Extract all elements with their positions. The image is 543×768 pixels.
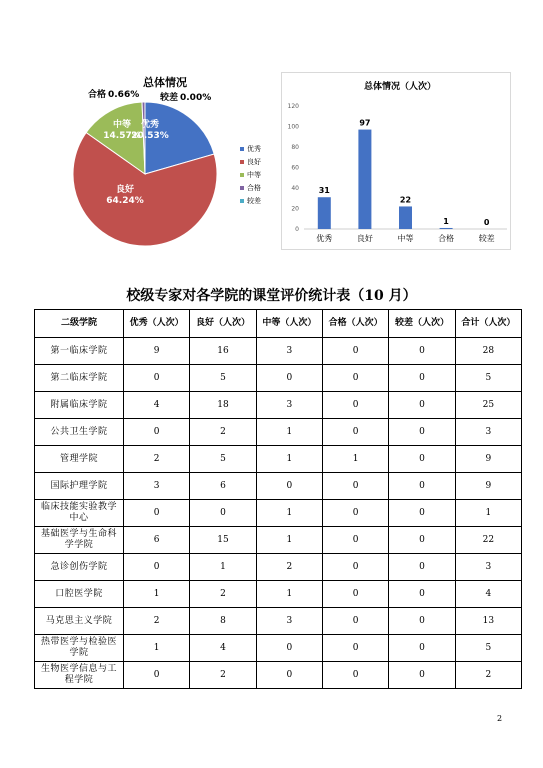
pie-label-youxiu-name: 优秀 bbox=[140, 120, 160, 130]
table-cell-college: 公共卫生学院 bbox=[35, 419, 124, 446]
table-cell-value: 3 bbox=[455, 419, 521, 446]
bar-2 bbox=[399, 206, 412, 229]
table-row bbox=[35, 419, 522, 446]
bar-y-tick-label: 100 bbox=[287, 123, 299, 131]
legend-swatch-jiaocha bbox=[240, 199, 244, 203]
table-cell-value: 0 bbox=[124, 554, 190, 581]
bar-chart-svg bbox=[282, 73, 510, 249]
table-cell-value: 1 bbox=[256, 419, 322, 446]
table-cell-value: 0 bbox=[389, 365, 455, 392]
statistics-table bbox=[34, 309, 522, 689]
table-cell-value: 2 bbox=[190, 662, 256, 689]
table-cell-value: 5 bbox=[190, 446, 256, 473]
table-cell-value: 0 bbox=[322, 500, 388, 527]
table-cell-value: 0 bbox=[389, 473, 455, 500]
table-cell-value: 0 bbox=[322, 608, 388, 635]
table-cell-value: 5 bbox=[455, 365, 521, 392]
table-cell-value: 0 bbox=[124, 365, 190, 392]
table-cell-value: 1 bbox=[256, 446, 322, 473]
table-cell-value: 2 bbox=[124, 446, 190, 473]
pie-chart-svg bbox=[70, 74, 270, 249]
table-cell-value: 0 bbox=[389, 608, 455, 635]
table-cell-value: 0 bbox=[389, 500, 455, 527]
bar-series bbox=[316, 119, 494, 243]
table-cell-value: 8 bbox=[190, 608, 256, 635]
table-cell-value: 0 bbox=[256, 473, 322, 500]
table-cell-value: 4 bbox=[455, 581, 521, 608]
table-cell-value: 0 bbox=[322, 554, 388, 581]
table-cell-value: 0 bbox=[389, 662, 455, 689]
table-cell-value: 1 bbox=[455, 500, 521, 527]
table-cell-value: 18 bbox=[190, 392, 256, 419]
table-cell-college: 生物医学信息与工程学院 bbox=[35, 662, 124, 689]
table-row bbox=[35, 608, 522, 635]
bar-0 bbox=[318, 197, 331, 229]
table-row bbox=[35, 473, 522, 500]
bar-chart bbox=[281, 72, 511, 250]
table-cell-value: 0 bbox=[389, 581, 455, 608]
table-cell-college: 口腔医学院 bbox=[35, 581, 124, 608]
table-cell-value: 0 bbox=[389, 527, 455, 554]
pie-label-hege-pct: 0.66% bbox=[108, 90, 140, 100]
table-cell-value: 0 bbox=[389, 392, 455, 419]
bar-y-tick-label: 20 bbox=[291, 205, 299, 213]
header-poor: 较差（人次） bbox=[389, 310, 455, 338]
legend-item-lianghao: 良好 bbox=[247, 158, 261, 166]
pie-label-zhongdeng-pct: 14.57% bbox=[103, 131, 141, 141]
pie-label-jiaocha-pct: 0.00% bbox=[180, 93, 212, 103]
legend-item-hege: 合格 bbox=[247, 184, 261, 192]
table-cell-value: 25 bbox=[455, 392, 521, 419]
table-cell-value: 1 bbox=[322, 446, 388, 473]
pie-chart bbox=[70, 74, 270, 249]
table-cell-value: 0 bbox=[389, 446, 455, 473]
table-row bbox=[35, 635, 522, 662]
table-cell-value: 22 bbox=[455, 527, 521, 554]
bar-category-label: 优秀 bbox=[316, 234, 333, 243]
table-cell-value: 3 bbox=[256, 338, 322, 365]
pie-label-youxiu-pct: 20.53% bbox=[131, 131, 169, 141]
table-cell-value: 2 bbox=[256, 554, 322, 581]
table-cell-value: 0 bbox=[124, 500, 190, 527]
table-cell-value: 0 bbox=[256, 635, 322, 662]
table-row bbox=[35, 365, 522, 392]
table-cell-value: 0 bbox=[124, 662, 190, 689]
table-cell-value: 28 bbox=[455, 338, 521, 365]
table-cell-value: 6 bbox=[124, 527, 190, 554]
header-good: 良好（人次） bbox=[190, 310, 256, 338]
table-cell-value: 3 bbox=[455, 554, 521, 581]
bar-y-tick-label: 40 bbox=[291, 185, 299, 192]
table-cell-value: 0 bbox=[322, 635, 388, 662]
table-row bbox=[35, 662, 522, 689]
pie-label-zhongdeng-name: 中等 bbox=[112, 120, 132, 130]
bar-data-label: 0 bbox=[483, 218, 490, 227]
bar-1 bbox=[358, 130, 371, 229]
bar-category-label: 合格 bbox=[438, 234, 455, 243]
table-cell-value: 0 bbox=[322, 581, 388, 608]
table-cell-college: 第二临床学院 bbox=[35, 365, 124, 392]
table-cell-value: 3 bbox=[256, 392, 322, 419]
legend-item-jiaocha: 较差 bbox=[247, 197, 261, 205]
legend-swatch-hege bbox=[240, 186, 244, 190]
bar-y-tick-label: 60 bbox=[291, 164, 299, 172]
table-cell-value: 3 bbox=[256, 608, 322, 635]
table-cell-value: 0 bbox=[322, 392, 388, 419]
table-cell-value: 0 bbox=[256, 365, 322, 392]
table-cell-value: 9 bbox=[455, 473, 521, 500]
table-cell-value: 0 bbox=[322, 527, 388, 554]
bar-data-label: 31 bbox=[318, 186, 330, 196]
table-cell-college: 第一临床学院 bbox=[35, 338, 124, 365]
table-cell-college: 附属临床学院 bbox=[35, 392, 124, 419]
legend-item-zhongdeng: 中等 bbox=[247, 171, 261, 179]
table-cell-value: 0 bbox=[389, 338, 455, 365]
pie-label-jiaocha-name: 较差 bbox=[160, 93, 179, 103]
bar-y-tick-label: 0 bbox=[295, 226, 299, 233]
pie-legend bbox=[240, 144, 261, 205]
table-cell-value: 2 bbox=[455, 662, 521, 689]
table-cell-value: 2 bbox=[124, 608, 190, 635]
table-cell-value: 1 bbox=[124, 635, 190, 662]
header-total: 合计（人次） bbox=[455, 310, 521, 338]
header-excellent: 优秀（人次） bbox=[124, 310, 190, 338]
table-cell-value: 6 bbox=[190, 473, 256, 500]
table-cell-value: 5 bbox=[455, 635, 521, 662]
table-cell-value: 4 bbox=[124, 392, 190, 419]
table-cell-college: 急诊创伤学院 bbox=[35, 554, 124, 581]
table-cell-value: 0 bbox=[389, 419, 455, 446]
legend-swatch-zhongdeng bbox=[240, 173, 244, 177]
bar-data-label: 1 bbox=[443, 216, 449, 226]
table-cell-value: 5 bbox=[190, 365, 256, 392]
legend-item-youxiu: 优秀 bbox=[247, 145, 261, 153]
header-college: 二级学院 bbox=[35, 310, 124, 338]
table-cell-value: 0 bbox=[190, 500, 256, 527]
bar-category-label: 中等 bbox=[397, 234, 414, 243]
table-cell-value: 0 bbox=[322, 473, 388, 500]
table-cell-value: 3 bbox=[124, 473, 190, 500]
table-row bbox=[35, 392, 522, 419]
table-cell-value: 9 bbox=[124, 338, 190, 365]
table-cell-value: 0 bbox=[389, 554, 455, 581]
table-cell-value: 9 bbox=[455, 446, 521, 473]
table-cell-college: 热带医学与检验医学院 bbox=[35, 635, 124, 662]
bar-data-label: 22 bbox=[399, 195, 412, 205]
table-cell-value: 0 bbox=[322, 419, 388, 446]
table-cell-college: 临床技能实验教学中心 bbox=[35, 500, 124, 527]
table-cell-value: 4 bbox=[190, 635, 256, 662]
bar-category-label: 良好 bbox=[356, 234, 373, 243]
table-cell-value: 1 bbox=[256, 500, 322, 527]
table-cell-college: 马克思主义学院 bbox=[35, 608, 124, 635]
table-cell-value: 0 bbox=[322, 365, 388, 392]
bar-chart-title: 总体情况（人次） bbox=[363, 82, 437, 92]
legend-swatch-youxiu bbox=[240, 147, 244, 151]
bar-y-axis bbox=[288, 103, 300, 233]
table-cell-value: 15 bbox=[190, 527, 256, 554]
table-row bbox=[35, 500, 522, 527]
table-cell-value: 1 bbox=[256, 581, 322, 608]
table-cell-value: 0 bbox=[322, 662, 388, 689]
table-cell-value: 0 bbox=[322, 338, 388, 365]
bar-data-label: 97 bbox=[359, 118, 371, 128]
table-row bbox=[35, 554, 522, 581]
table-row bbox=[35, 446, 522, 473]
bar-y-tick-label: 80 bbox=[291, 144, 299, 151]
bar-category-label: 较差 bbox=[478, 234, 495, 243]
table-cell-value: 2 bbox=[190, 581, 256, 608]
table-header-row bbox=[35, 310, 522, 338]
table-cell-value: 16 bbox=[190, 338, 256, 365]
header-medium: 中等（人次） bbox=[256, 310, 322, 338]
table-cell-value: 13 bbox=[455, 608, 521, 635]
table-cell-college: 管理学院 bbox=[35, 446, 124, 473]
table-row bbox=[35, 527, 522, 554]
page-number: 2 bbox=[497, 714, 503, 723]
header-pass: 合格（人次） bbox=[322, 310, 388, 338]
bar-y-tick-label: 120 bbox=[287, 103, 299, 110]
pie-label-lianghao-name: 良好 bbox=[115, 185, 135, 195]
table-cell-value: 2 bbox=[190, 419, 256, 446]
table-row bbox=[35, 338, 522, 365]
bar-3 bbox=[440, 228, 453, 229]
table-row bbox=[35, 581, 522, 608]
table-cell-value: 1 bbox=[256, 527, 322, 554]
table-cell-value: 0 bbox=[256, 662, 322, 689]
table-cell-value: 1 bbox=[124, 581, 190, 608]
legend-swatch-lianghao bbox=[240, 160, 244, 164]
table-cell-value: 1 bbox=[190, 554, 256, 581]
pie-label-hege-name: 合格 bbox=[88, 90, 107, 100]
table-cell-value: 0 bbox=[389, 635, 455, 662]
table-title: 校级专家对各学院的课堂评价统计表（10 月） bbox=[126, 288, 417, 304]
pie-label-lianghao-pct: 64.24% bbox=[106, 196, 144, 206]
pie-chart-title: 总体情况 bbox=[143, 76, 187, 89]
table-cell-college: 基础医学与生命科学学院 bbox=[35, 527, 124, 554]
table-cell-value: 0 bbox=[124, 419, 190, 446]
table-cell-college: 国际护理学院 bbox=[35, 473, 124, 500]
